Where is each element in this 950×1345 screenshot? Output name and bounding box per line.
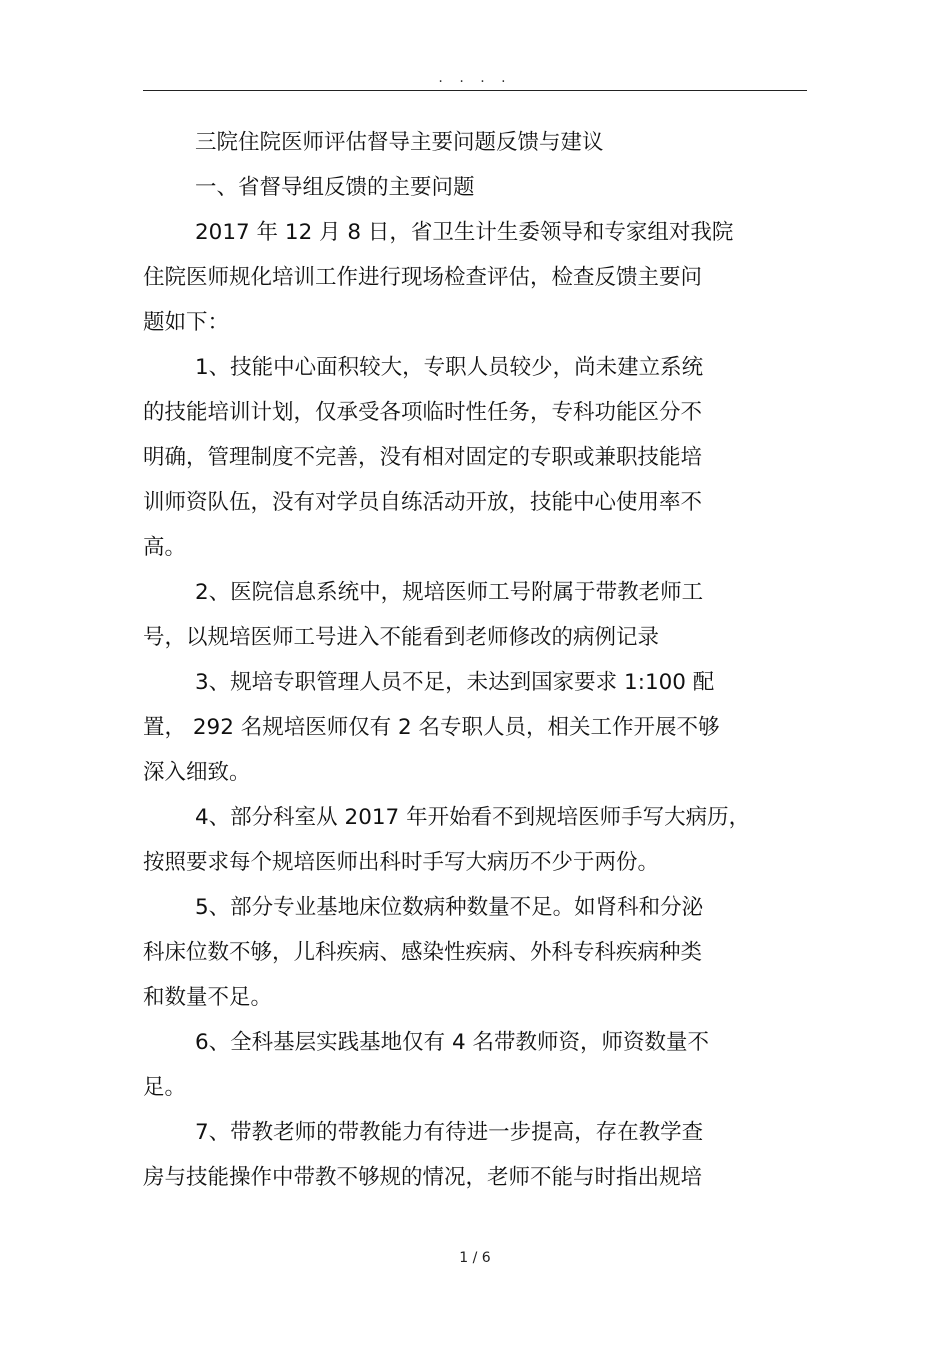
item-3-line: 深入细致。 — [143, 760, 251, 785]
item-4-line: 4、部分科室从 2017 年开始看不到规培医师手写大病历， — [195, 805, 751, 830]
item-4-line: 按照要求每个规培医师出科时手写大病历不少于两份。 — [143, 850, 660, 875]
section-heading: 一、省督导组反馈的主要问题 — [195, 175, 475, 200]
item-7-line: 7、带教老师的带教能力有待进一步提高，存在教学查 — [195, 1120, 704, 1145]
item-5-line: 5、部分专业基地床位数病种数量不足。如肾科和分泌 — [195, 895, 704, 920]
item-5-line: 和数量不足。 — [143, 985, 273, 1010]
item-2-line: 号，以规培医师工号进入不能看到老师修改的病例记录 — [143, 625, 660, 650]
item-7-line: 房与技能操作中带教不够规的情况，老师不能与时指出规培 — [143, 1165, 703, 1190]
intro-line: 2017 年 12 月 8 日，省卫生计生委领导和专家组对我院 — [195, 220, 734, 245]
item-3-line: 置， 292 名规培医师仅有 2 名专职人员，相关工作开展不够 — [143, 715, 720, 740]
item-1-line: 高。 — [143, 535, 187, 560]
document-title: 三院住院医师评估督导主要问题反馈与建议 — [195, 130, 604, 155]
item-1-line: 的技能培训计划，仅承受各项临时性任务，专科功能区分不 — [143, 400, 703, 425]
item-1-line: 1、技能中心面积较大，专职人员较少，尚未建立系统 — [195, 355, 704, 380]
intro-line: 住院医师规化培训工作进行现场检查评估，检查反馈主要问 — [143, 265, 703, 290]
item-6-line: 足。 — [143, 1075, 187, 1100]
intro-line: 题如下： — [143, 310, 230, 335]
item-6-line: 6、全科基层实践基地仅有 4 名带教师资，师资数量不 — [195, 1030, 710, 1055]
item-2-line: 2、医院信息系统中，规培医师工号附属于带教老师工 — [195, 580, 704, 605]
header-divider — [143, 90, 807, 91]
header-dots: . . . . — [438, 70, 512, 86]
item-1-line: 训师资队伍，没有对学员自练活动开放，技能中心使用率不 — [143, 490, 703, 515]
item-5-line: 科床位数不够，儿科疾病、感染性疾病、外科专科疾病种类 — [143, 940, 703, 965]
page-indicator: 1 / 6 — [459, 1250, 491, 1266]
item-1-line: 明确，管理制度不完善，没有相对固定的专职或兼职技能培 — [143, 445, 703, 470]
item-3-line: 3、规培专职管理人员不足，未达到国家要求 1:100 配 — [195, 670, 715, 695]
